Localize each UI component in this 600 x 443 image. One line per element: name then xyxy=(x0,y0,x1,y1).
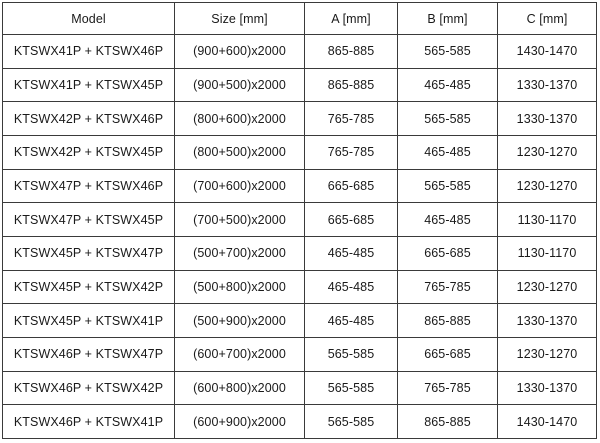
cell-model: KTSWX41P + KTSWX46P xyxy=(3,35,175,69)
cell-a: 865-885 xyxy=(305,35,398,69)
cell-c: 1330-1370 xyxy=(498,68,597,102)
cell-model: KTSWX46P + KTSWX47P xyxy=(3,337,175,371)
table-row xyxy=(3,35,597,69)
cell-b: 765-785 xyxy=(398,270,498,304)
cell-c: 1430-1470 xyxy=(498,405,597,439)
cell-a: 765-785 xyxy=(305,135,398,169)
cell-a: 865-885 xyxy=(305,68,398,102)
cell-a: 565-585 xyxy=(305,371,398,405)
cell-b: 565-585 xyxy=(398,169,498,203)
cell-b: 465-485 xyxy=(398,203,498,237)
cell-c: 1230-1270 xyxy=(498,270,597,304)
cell-a: 565-585 xyxy=(305,405,398,439)
header-a: A [mm] xyxy=(305,3,398,35)
table-row xyxy=(3,371,597,405)
cell-b: 465-485 xyxy=(398,135,498,169)
table-row xyxy=(3,405,597,439)
cell-size: (600+800)x2000 xyxy=(175,371,305,405)
table-row xyxy=(3,304,597,338)
cell-size: (700+600)x2000 xyxy=(175,169,305,203)
cell-c: 1230-1270 xyxy=(498,169,597,203)
table-row xyxy=(3,270,597,304)
cell-a: 765-785 xyxy=(305,102,398,136)
header-row xyxy=(3,3,597,35)
header-c: C [mm] xyxy=(498,3,597,35)
cell-a: 465-485 xyxy=(305,304,398,338)
cell-size: (800+500)x2000 xyxy=(175,135,305,169)
cell-b: 565-585 xyxy=(398,102,498,136)
cell-a: 665-685 xyxy=(305,169,398,203)
cell-size: (500+700)x2000 xyxy=(175,236,305,270)
cell-b: 565-585 xyxy=(398,35,498,69)
table-header xyxy=(3,3,597,35)
cell-c: 1430-1470 xyxy=(498,35,597,69)
table-row xyxy=(3,68,597,102)
cell-a: 465-485 xyxy=(305,270,398,304)
cell-c: 1330-1370 xyxy=(498,304,597,338)
header-size: Size [mm] xyxy=(175,3,305,35)
header-b: B [mm] xyxy=(398,3,498,35)
cell-c: 1330-1370 xyxy=(498,102,597,136)
cell-size: (600+900)x2000 xyxy=(175,405,305,439)
cell-b: 665-685 xyxy=(398,337,498,371)
cell-a: 665-685 xyxy=(305,203,398,237)
cell-c: 1230-1270 xyxy=(498,135,597,169)
cell-model: KTSWX45P + KTSWX42P xyxy=(3,270,175,304)
table-row xyxy=(3,337,597,371)
table-row xyxy=(3,203,597,237)
table-row xyxy=(3,236,597,270)
cell-size: (600+700)x2000 xyxy=(175,337,305,371)
cell-size: (700+500)x2000 xyxy=(175,203,305,237)
table-row xyxy=(3,102,597,136)
cell-model: KTSWX47P + KTSWX46P xyxy=(3,169,175,203)
table-row xyxy=(3,169,597,203)
dimensions-table xyxy=(2,2,597,439)
cell-model: KTSWX46P + KTSWX41P xyxy=(3,405,175,439)
cell-b: 865-885 xyxy=(398,304,498,338)
cell-size: (500+800)x2000 xyxy=(175,270,305,304)
cell-model: KTSWX47P + KTSWX45P xyxy=(3,203,175,237)
cell-c: 1130-1170 xyxy=(498,236,597,270)
cell-a: 565-585 xyxy=(305,337,398,371)
cell-model: KTSWX42P + KTSWX45P xyxy=(3,135,175,169)
cell-b: 765-785 xyxy=(398,371,498,405)
header-model: Model xyxy=(3,3,175,35)
cell-model: KTSWX42P + KTSWX46P xyxy=(3,102,175,136)
cell-b: 865-885 xyxy=(398,405,498,439)
cell-model: KTSWX45P + KTSWX41P xyxy=(3,304,175,338)
cell-size: (500+900)x2000 xyxy=(175,304,305,338)
table-body xyxy=(3,35,597,439)
cell-size: (900+500)x2000 xyxy=(175,68,305,102)
cell-b: 465-485 xyxy=(398,68,498,102)
cell-model: KTSWX46P + KTSWX42P xyxy=(3,371,175,405)
cell-model: KTSWX45P + KTSWX47P xyxy=(3,236,175,270)
cell-size: (800+600)x2000 xyxy=(175,102,305,136)
cell-c: 1330-1370 xyxy=(498,371,597,405)
cell-size: (900+600)x2000 xyxy=(175,35,305,69)
cell-c: 1130-1170 xyxy=(498,203,597,237)
cell-b: 665-685 xyxy=(398,236,498,270)
cell-c: 1230-1270 xyxy=(498,337,597,371)
table-row xyxy=(3,135,597,169)
cell-a: 465-485 xyxy=(305,236,398,270)
cell-model: KTSWX41P + KTSWX45P xyxy=(3,68,175,102)
